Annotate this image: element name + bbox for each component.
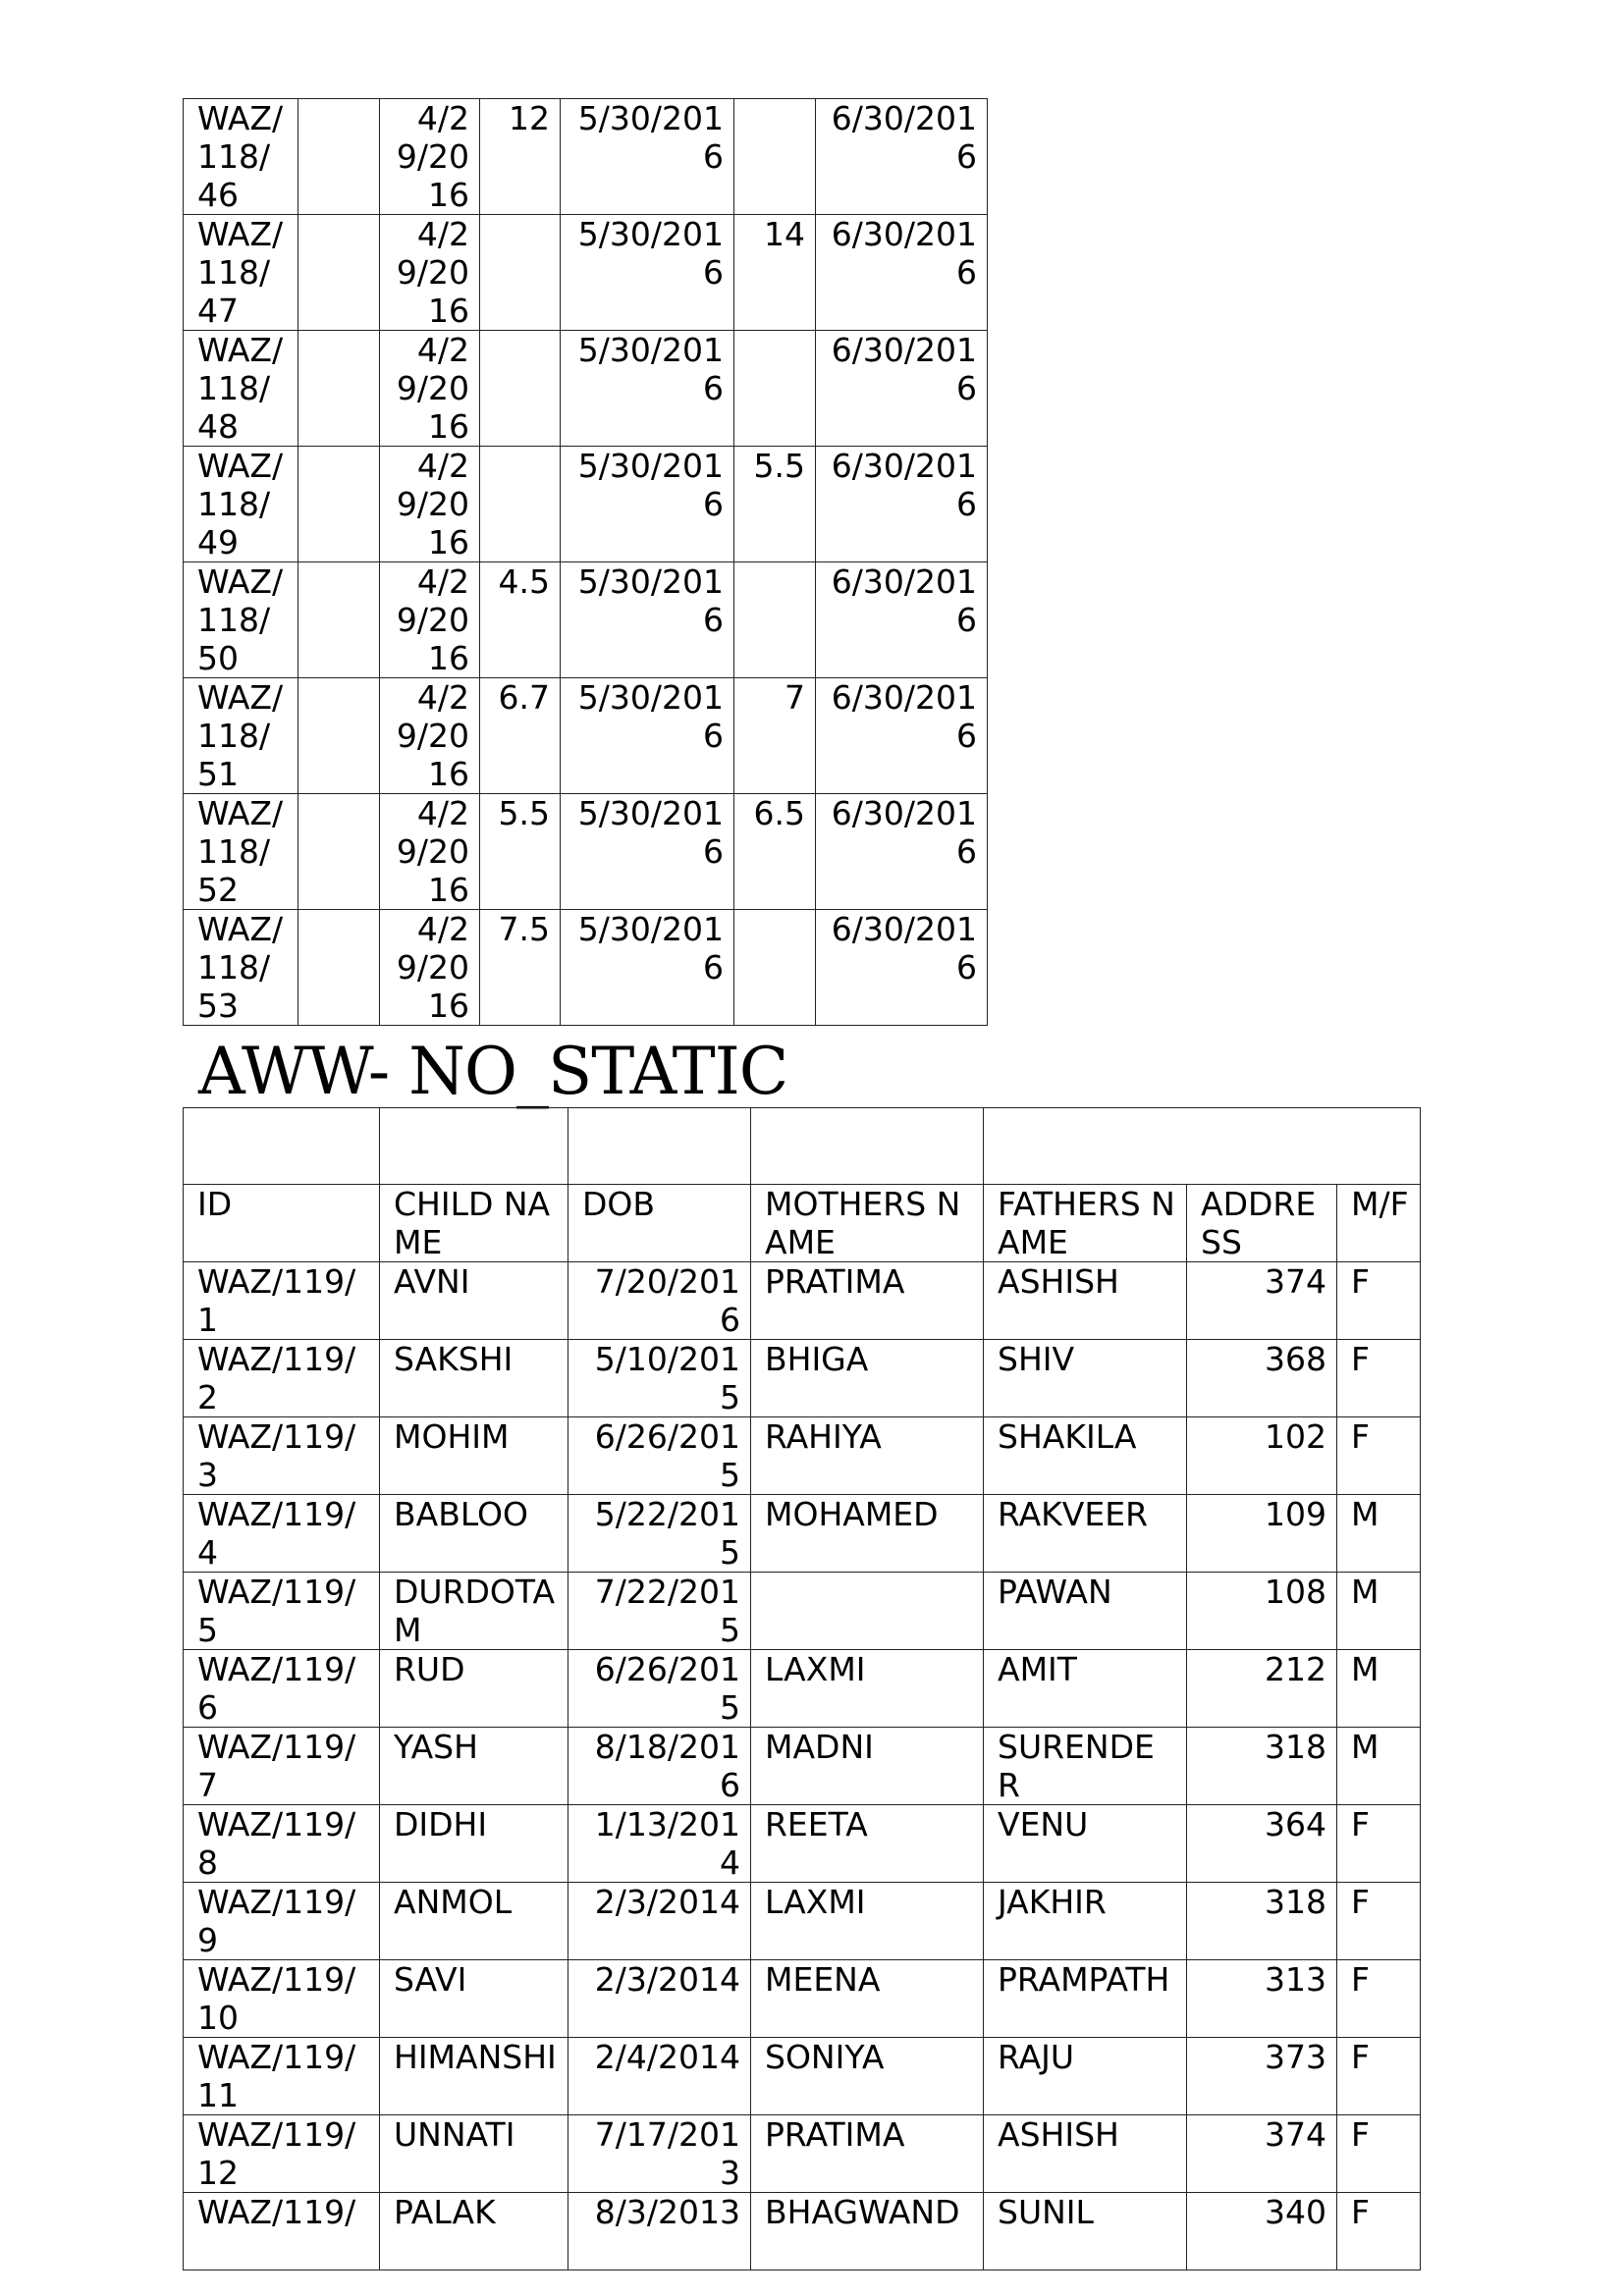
table-row <box>184 678 988 794</box>
id-cell: WAZ/119/5 <box>184 1573 380 1650</box>
value-cell: 12 <box>480 99 561 215</box>
mothers-name-cell: MADNI <box>751 1728 984 1805</box>
fathers-name-cell: PAWAN <box>984 1573 1187 1650</box>
table-row <box>184 1650 1421 1728</box>
table-row <box>184 215 988 331</box>
id-cell: WAZ/119/11 <box>184 2038 380 2115</box>
dob-cell: 7/22/2015 <box>568 1573 751 1650</box>
id-cell: WAZ/118/47 <box>184 215 298 331</box>
blank-cell <box>568 1108 751 1185</box>
sex-cell: F <box>1337 2038 1421 2115</box>
fathers-name-cell: SURENDER <box>984 1728 1187 1805</box>
header-id: ID <box>184 1185 380 1262</box>
header-dob: DOB <box>568 1185 751 1262</box>
date-cell: 4/29/2016 <box>380 562 480 678</box>
dob-cell: 2/4/2014 <box>568 2038 751 2115</box>
value-cell <box>734 331 816 447</box>
table-row <box>184 1262 1421 1340</box>
address-cell: 373 <box>1187 2038 1337 2115</box>
fathers-name-cell: SHAKILA <box>984 1417 1187 1495</box>
mothers-name-cell: LAXMI <box>751 1883 984 1960</box>
address-cell: 374 <box>1187 1262 1337 1340</box>
value-cell <box>734 562 816 678</box>
mothers-name-cell: MOHAMED <box>751 1495 984 1573</box>
section-heading: AWW- NO_STATIC <box>198 1034 788 1109</box>
value-cell <box>734 910 816 1026</box>
address-cell: 368 <box>1187 1340 1337 1417</box>
id-cell: WAZ/119/12 <box>184 2115 380 2193</box>
child-name-cell: PALAK <box>380 2193 568 2270</box>
value-cell: 7 <box>734 678 816 794</box>
mothers-name-cell: PRATIMA <box>751 1262 984 1340</box>
date-cell: 5/30/2016 <box>561 910 734 1026</box>
fathers-name-cell: SHIV <box>984 1340 1187 1417</box>
id-cell: WAZ/118/46 <box>184 99 298 215</box>
id-cell: WAZ/119/2 <box>184 1340 380 1417</box>
date-cell: 6/30/2016 <box>816 447 988 562</box>
blank-cell <box>298 678 380 794</box>
fathers-name-cell: SUNIL <box>984 2193 1187 2270</box>
sex-cell: F <box>1337 2193 1421 2270</box>
fathers-name-cell: JAKHIR <box>984 1883 1187 1960</box>
header-address: ADDRESS <box>1187 1185 1337 1262</box>
date-cell: 4/29/2016 <box>380 794 480 910</box>
value-cell: 4.5 <box>480 562 561 678</box>
header-row <box>184 1185 1421 1262</box>
header-child-name: CHILD NAME <box>380 1185 568 1262</box>
mothers-name-cell: BHIGA <box>751 1340 984 1417</box>
mothers-name-cell <box>751 1573 984 1650</box>
dob-cell: 1/13/2014 <box>568 1805 751 1883</box>
children-table <box>183 1107 1421 2270</box>
child-name-cell: YASH <box>380 1728 568 1805</box>
child-name-cell: BABLOO <box>380 1495 568 1573</box>
blank-cell <box>380 1108 568 1185</box>
id-cell: WAZ/118/53 <box>184 910 298 1026</box>
sex-cell: M <box>1337 1495 1421 1573</box>
header-sex: M/F <box>1337 1185 1421 1262</box>
date-cell: 5/30/2016 <box>561 447 734 562</box>
value-cell: 14 <box>734 215 816 331</box>
date-cell: 6/30/2016 <box>816 215 988 331</box>
mothers-name-cell: BHAGWAND <box>751 2193 984 2270</box>
blank-cell <box>751 1108 984 1185</box>
address-cell: 318 <box>1187 1883 1337 1960</box>
table-row <box>184 2038 1421 2115</box>
header-mothers-name: MOTHERS NAME <box>751 1185 984 1262</box>
table-row <box>184 331 988 447</box>
child-name-cell: SAVI <box>380 1960 568 2038</box>
table-row <box>184 562 988 678</box>
mothers-name-cell: LAXMI <box>751 1650 984 1728</box>
date-cell: 5/30/2016 <box>561 331 734 447</box>
fathers-name-cell: VENU <box>984 1805 1187 1883</box>
child-name-cell: DIDHI <box>380 1805 568 1883</box>
table-row <box>184 1340 1421 1417</box>
date-cell: 4/29/2016 <box>380 447 480 562</box>
child-name-cell: HIMANSHI <box>380 2038 568 2115</box>
date-cell: 6/30/2016 <box>816 99 988 215</box>
id-cell: WAZ/119/9 <box>184 1883 380 1960</box>
value-cell <box>480 215 561 331</box>
fathers-name-cell: RAJU <box>984 2038 1187 2115</box>
value-cell: 6.5 <box>734 794 816 910</box>
id-cell: WAZ/118/48 <box>184 331 298 447</box>
value-cell <box>480 331 561 447</box>
id-cell: WAZ/119/1 <box>184 1262 380 1340</box>
child-name-cell: SAKSHI <box>380 1340 568 1417</box>
address-cell: 340 <box>1187 2193 1337 2270</box>
sex-cell: F <box>1337 1883 1421 1960</box>
date-cell: 4/29/2016 <box>380 99 480 215</box>
fathers-name-cell: RAKVEER <box>984 1495 1187 1573</box>
dob-cell: 6/26/2015 <box>568 1650 751 1728</box>
sex-cell: F <box>1337 1417 1421 1495</box>
dob-cell: 8/3/2013 <box>568 2193 751 2270</box>
fathers-name-cell: ASHISH <box>984 2115 1187 2193</box>
table-row <box>184 1960 1421 2038</box>
table-row <box>184 1495 1421 1573</box>
value-cell <box>734 99 816 215</box>
dob-cell: 7/17/2013 <box>568 2115 751 2193</box>
fathers-name-cell: PRAMPATH <box>984 1960 1187 2038</box>
id-cell: WAZ/118/51 <box>184 678 298 794</box>
value-cell: 7.5 <box>480 910 561 1026</box>
date-cell: 5/30/2016 <box>561 678 734 794</box>
value-cell: 5.5 <box>734 447 816 562</box>
table-row <box>184 2193 1421 2270</box>
sex-cell: M <box>1337 1728 1421 1805</box>
blank-cell <box>298 910 380 1026</box>
id-cell: WAZ/119/ <box>184 2193 380 2270</box>
blank-header-row <box>184 1108 1421 1185</box>
table-row <box>184 447 988 562</box>
date-cell: 6/30/2016 <box>816 910 988 1026</box>
child-name-cell: RUD <box>380 1650 568 1728</box>
table-row <box>184 1728 1421 1805</box>
date-cell: 5/30/2016 <box>561 794 734 910</box>
value-cell: 6.7 <box>480 678 561 794</box>
id-cell: WAZ/119/4 <box>184 1495 380 1573</box>
dob-cell: 5/22/2015 <box>568 1495 751 1573</box>
date-cell: 4/29/2016 <box>380 910 480 1026</box>
dob-cell: 5/10/2015 <box>568 1340 751 1417</box>
address-cell: 313 <box>1187 1960 1337 2038</box>
address-cell: 318 <box>1187 1728 1337 1805</box>
dob-cell: 6/26/2015 <box>568 1417 751 1495</box>
growth-table <box>183 98 988 1026</box>
blank-cell <box>298 99 380 215</box>
address-cell: 108 <box>1187 1573 1337 1650</box>
child-name-cell: ANMOL <box>380 1883 568 1960</box>
blank-cell <box>298 215 380 331</box>
dob-cell: 7/20/2016 <box>568 1262 751 1340</box>
date-cell: 4/29/2016 <box>380 678 480 794</box>
id-cell: WAZ/118/49 <box>184 447 298 562</box>
value-cell: 5.5 <box>480 794 561 910</box>
child-name-cell: DURDOTAM <box>380 1573 568 1650</box>
child-name-cell: UNNATI <box>380 2115 568 2193</box>
id-cell: WAZ/118/50 <box>184 562 298 678</box>
blank-cell <box>298 794 380 910</box>
mothers-name-cell: MEENA <box>751 1960 984 2038</box>
id-cell: WAZ/119/10 <box>184 1960 380 2038</box>
id-cell: WAZ/119/3 <box>184 1417 380 1495</box>
date-cell: 4/29/2016 <box>380 331 480 447</box>
table-row <box>184 99 988 215</box>
fathers-name-cell: AMIT <box>984 1650 1187 1728</box>
date-cell: 6/30/2016 <box>816 678 988 794</box>
date-cell: 6/30/2016 <box>816 794 988 910</box>
dob-cell: 2/3/2014 <box>568 1883 751 1960</box>
dob-cell: 2/3/2014 <box>568 1960 751 2038</box>
address-cell: 109 <box>1187 1495 1337 1573</box>
table-row <box>184 1573 1421 1650</box>
table-row <box>184 1417 1421 1495</box>
id-cell: WAZ/119/8 <box>184 1805 380 1883</box>
date-cell: 6/30/2016 <box>816 562 988 678</box>
address-cell: 102 <box>1187 1417 1337 1495</box>
mothers-name-cell: RAHIYA <box>751 1417 984 1495</box>
blank-cell <box>298 331 380 447</box>
blank-cell <box>184 1108 380 1185</box>
mothers-name-cell: REETA <box>751 1805 984 1883</box>
table-row <box>184 1805 1421 1883</box>
sex-cell: F <box>1337 2115 1421 2193</box>
id-cell: WAZ/119/6 <box>184 1650 380 1728</box>
blank-cell <box>984 1108 1421 1185</box>
fathers-name-cell: ASHISH <box>984 1262 1187 1340</box>
id-cell: WAZ/119/7 <box>184 1728 380 1805</box>
table-row <box>184 1883 1421 1960</box>
child-name-cell: MOHIM <box>380 1417 568 1495</box>
date-cell: 6/30/2016 <box>816 331 988 447</box>
mothers-name-cell: PRATIMA <box>751 2115 984 2193</box>
sex-cell: M <box>1337 1650 1421 1728</box>
id-cell: WAZ/118/52 <box>184 794 298 910</box>
address-cell: 364 <box>1187 1805 1337 1883</box>
value-cell <box>480 447 561 562</box>
date-cell: 5/30/2016 <box>561 562 734 678</box>
address-cell: 212 <box>1187 1650 1337 1728</box>
sex-cell: M <box>1337 1573 1421 1650</box>
sex-cell: F <box>1337 1262 1421 1340</box>
table-row <box>184 910 988 1026</box>
dob-cell: 8/18/2016 <box>568 1728 751 1805</box>
date-cell: 5/30/2016 <box>561 215 734 331</box>
sex-cell: F <box>1337 1805 1421 1883</box>
table-row <box>184 2115 1421 2193</box>
child-name-cell: AVNI <box>380 1262 568 1340</box>
header-fathers-name: FATHERS NAME <box>984 1185 1187 1262</box>
blank-cell <box>298 562 380 678</box>
address-cell: 374 <box>1187 2115 1337 2193</box>
mothers-name-cell: SONIYA <box>751 2038 984 2115</box>
sex-cell: F <box>1337 1340 1421 1417</box>
table-row <box>184 794 988 910</box>
date-cell: 4/29/2016 <box>380 215 480 331</box>
blank-cell <box>298 447 380 562</box>
sex-cell: F <box>1337 1960 1421 2038</box>
date-cell: 5/30/2016 <box>561 99 734 215</box>
